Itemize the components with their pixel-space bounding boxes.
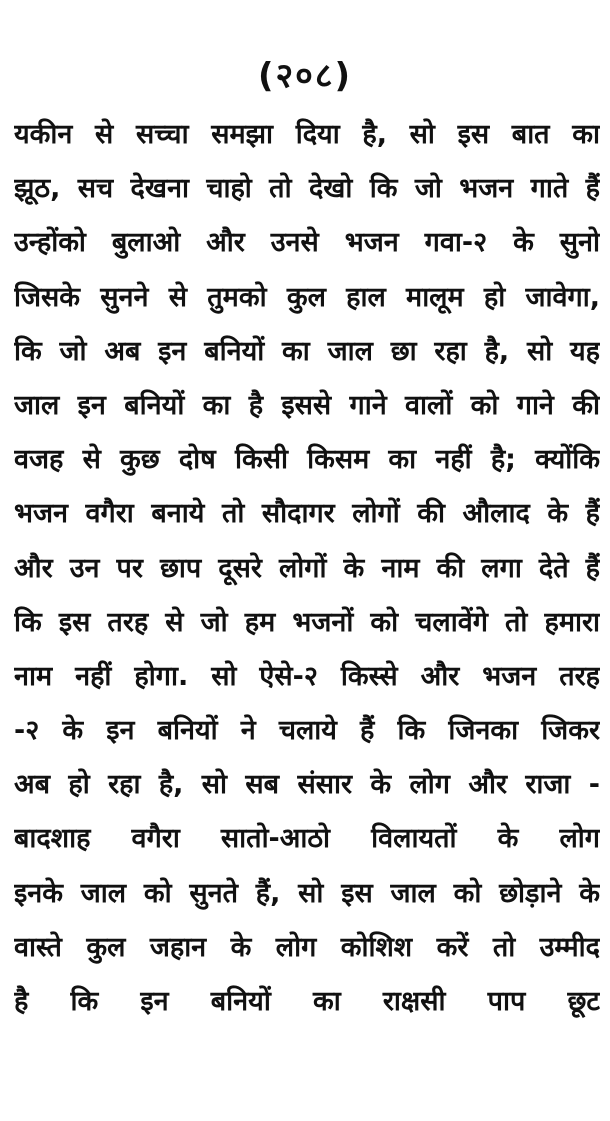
text-line: बादशाह वगैरा सातो-आठो विलायतों के लोग <box>14 823 600 855</box>
text-line: है कि इन बनियों का राक्षसी पाप छूट <box>14 986 600 1017</box>
text-line: वास्ते कुल जहान के लोग कोशिश करें तो उम्मीद <box>14 931 600 963</box>
text-line: कि जो अब इन बनियों का जाल छा रहा है, सो यह <box>14 335 600 367</box>
text-line: -२ के इन बनियों ने चलाये हैं कि जिनका जिकर <box>14 715 600 747</box>
page-number: (२०८) <box>257 56 353 96</box>
text-line: यकीन से सच्चा समझा दिया है, सो इस बात का <box>14 119 600 150</box>
text-line: अब हो रहा है, सो सब संसार के लोग और राजा - <box>14 769 600 801</box>
text-line: कि इस तरह से जो हम भजनों को चलावेंगे तो हमारा <box>14 606 600 638</box>
text-line: इनके जाल को सुनते हैं, सो इस जाल को छोड़ाने के <box>14 877 600 909</box>
text-line: उन्होंको बुलाओ और उनसे भजन गवा-२ के सुनो <box>14 227 600 259</box>
text-line: जिसके सुनने से तुमको कुल हाल मालूम हो जावेगा, <box>14 281 600 313</box>
body-text <box>14 108 600 1029</box>
text-line: झूठ, सच देखना चाहो तो देखो कि जो भजन गाते हैं <box>14 173 600 205</box>
text-line: जाल इन बनियों का है इससे गाने वालों को गाने की <box>14 389 600 421</box>
text-line: भजन वगैरा बनाये तो सौदागर लोगों की औलाद के हैं <box>14 498 600 530</box>
text-line: वजह से कुछ दोष किसी किसम का नहीं है; क्योंकि <box>14 444 600 476</box>
text-line: नाम नहीं होगा. सो ऐसे-२ किस्से और भजन तरह <box>14 660 600 692</box>
text-line: और उन पर छाप दूसरे लोगों के नाम की लगा देते हैं <box>14 552 600 584</box>
